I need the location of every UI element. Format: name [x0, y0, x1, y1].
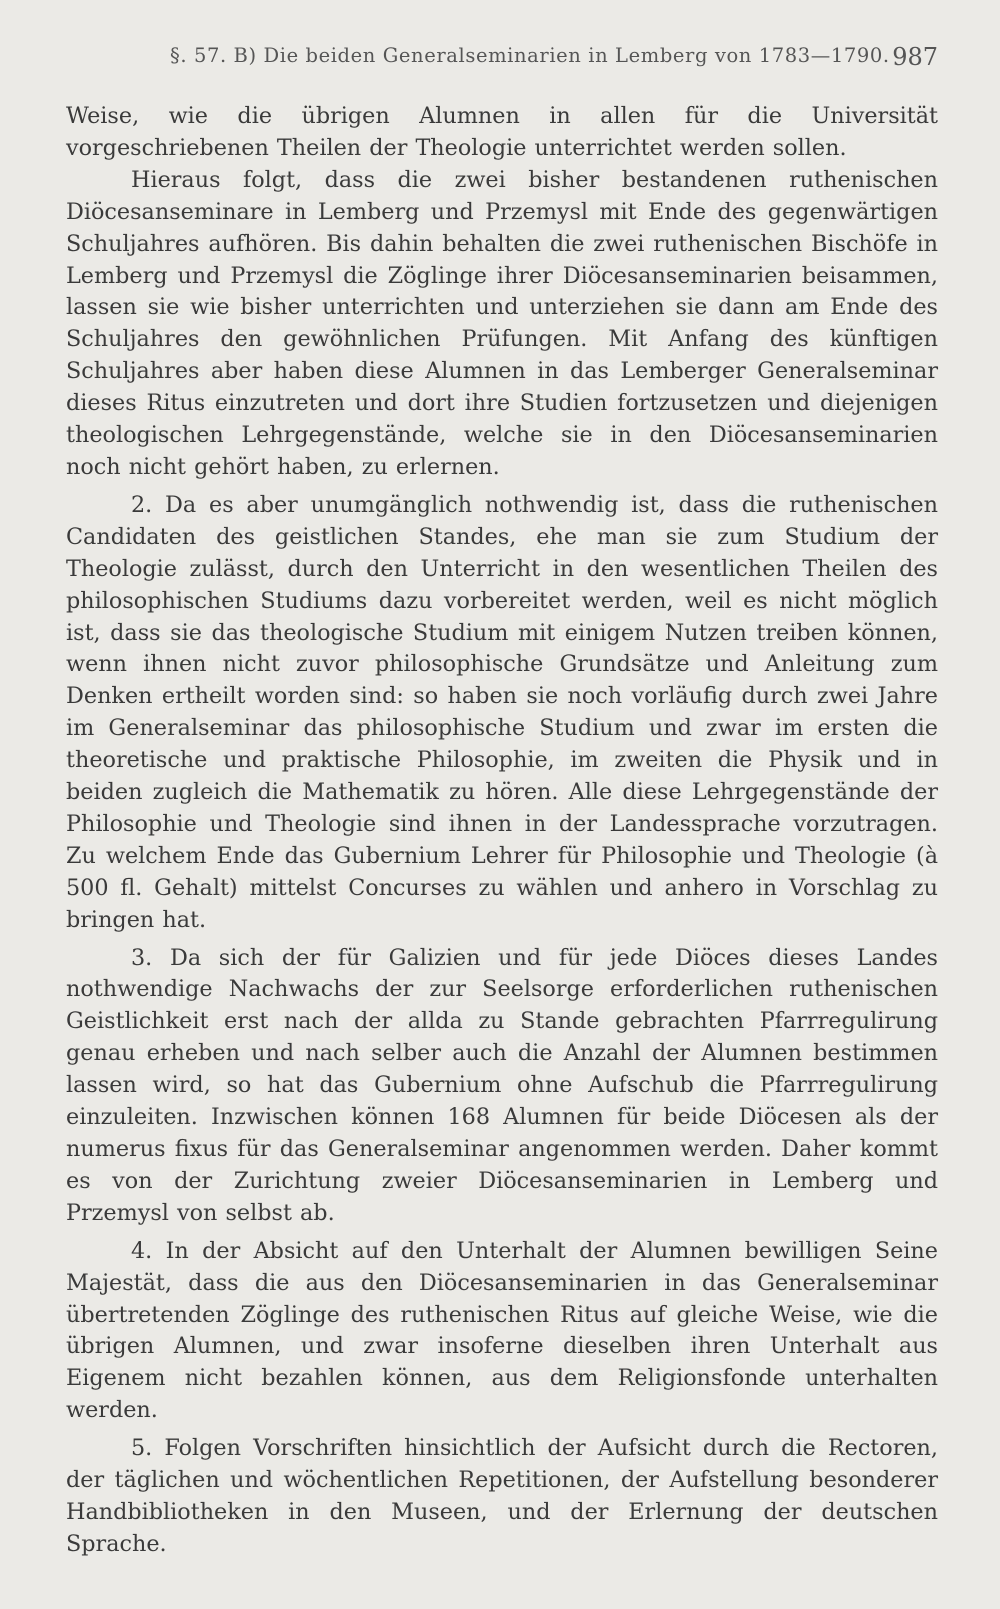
- running-head: §. 57. B) Die beiden Generalseminarien in Lemberg von 1783—1790.: [170, 44, 890, 67]
- paragraph-5: 5. Folgen Vorschriften hinsichtlich der Aufsicht durch die Rectoren, der täglichen und wöchentlichen Repetitionen, der Aufstellung besonderer Handbibliotheken in den Museen, und der Erlernung der deutschen Sprache.: [66, 1435, 938, 1557]
- paragraph-hieraus: Hieraus folgt, dass die zwei bisher bestandenen ruthenischen Diöcesanseminare in Lemberg und Przemysl mit Ende des gegenwärtigen Schuljahres aufhören. Bis dahin behalten die zwei ruthenischen Bischöfe in Lemberg und Przemysl die Zöglinge ihrer Diöcesanseminarien beisammen, lassen sie wie bisher unterrichten und unterziehen sie dann am Ende des Schuljahres den gewöhnlichen Prüfungen. Mit Anfang des künftigen Schuljahres aber haben diese Alumnen in das Lemberger Generalseminar dieses Ritus einzutreten und dort ihre Studien fortzusetzen und diejenigen theologischen Lehrgegenstände, welche sie in den Diöcesanseminarien noch nicht gehört haben, zu erlernen.: [66, 166, 938, 480]
- page-number: 987: [892, 43, 938, 71]
- paragraph-continuation: Weise, wie die übrigen Alumnen in allen für die Universität vorgeschriebenen Theilen der Theologie unterrichtet werden sollen.: [66, 103, 938, 161]
- paragraph-3: 3. Da sich der für Galizien und für jede Diöces dieses Landes nothwendige Nachwachs der zur Seelsorge erforderlichen ruthenischen Geistlichkeit erst nach der allda zu Stande gebrachten Pfarrregulirung genau erheben und nach selber auch die Anzahl der Alumnen bestimmen lassen wird, so hat das Gubernium ohne Aufschub die Pfarrregulirung einzuleiten. Inzwischen können 168 Alumnen für beide Diöcesen als der numerus fixus für das Generalseminar angenommen werden. Daher kommt es von der Zurichtung zweier Diöcesanseminarien in Lemberg und Przemysl von selbst ab.: [66, 944, 938, 1226]
- body-text: [66, 101, 938, 1561]
- paragraph-2: 2. Da es aber unumgänglich nothwendig ist, dass die ruthenischen Candidaten des geistlichen Standes, ehe man sie zum Studium der Theologie zulässt, durch den Unterricht in den wesentlichen Theilen des philosophischen Studiums dazu vorbereitet werden, weil es nicht möglich ist, dass sie das theologische Studium mit einigem Nutzen treiben können, wenn ihnen nicht zuvor philosophische Grundsätze und Anleitung zum Denken ertheilt worden sind: so haben sie noch vorläufig durch zwei Jahre im Generalseminar das philosophische Studium und zwar im ersten die theoretische und praktische Philosophie, im zweiten die Physik und in beiden zugleich die Mathematik zu hören. Alle diese Lehrgegenstände der Philosophie und Theologie sind ihnen in der Landessprache vorzutragen. Zu welchem Ende das Gubernium Lehrer für Philosophie und Theologie (à 500 fl. Gehalt) mittelst Concurses zu wählen und anhero in Vorschlag zu bringen hat.: [66, 491, 938, 933]
- paragraph-4: 4. In der Absicht auf den Unterhalt der Alumnen bewilligen Seine Majestät, dass die aus den Diöcesanseminarien in das Generalseminar übertretenden Zöglinge des ruthenischen Ritus auf gleiche Weise, wie die übrigen Alumnen, und zwar insoferne dieselben ihren Unterhalt aus Eigenem nicht bezahlen können, aus dem Religionsfonde unterhalten werden.: [66, 1237, 938, 1424]
- page-header: [66, 44, 938, 76]
